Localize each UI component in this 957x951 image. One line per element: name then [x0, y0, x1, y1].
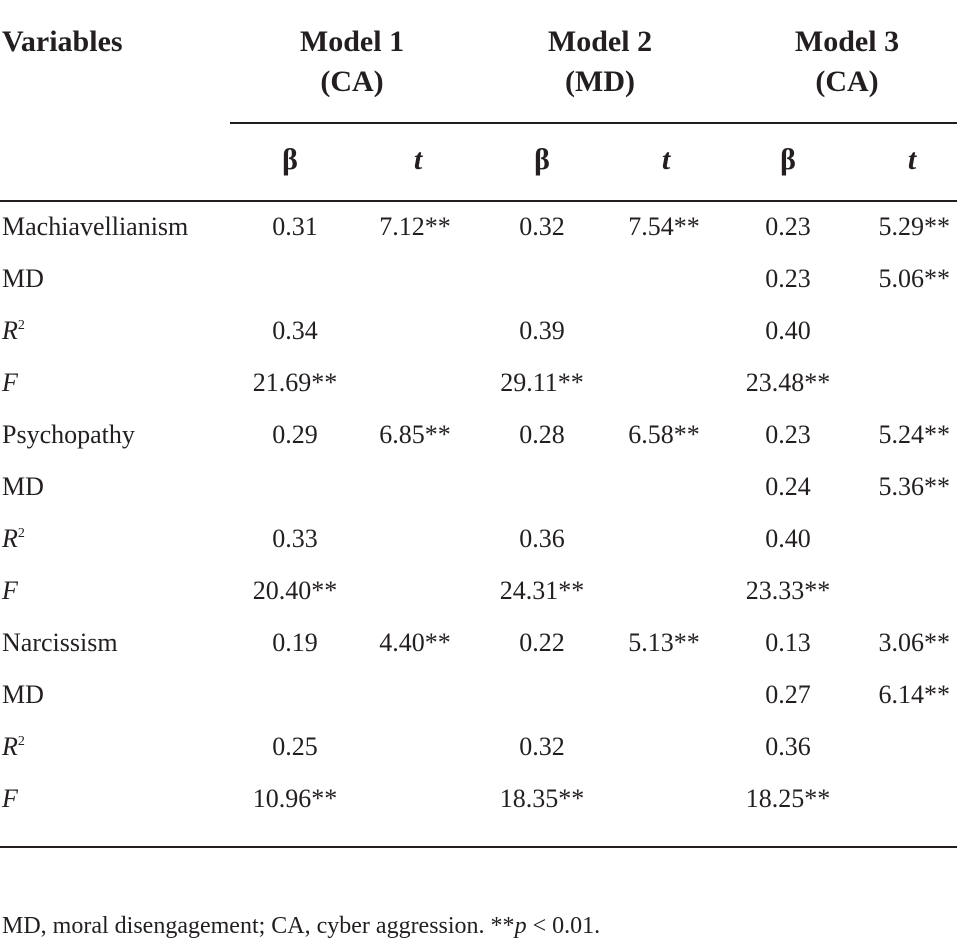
row-label [2, 669, 44, 721]
table-bottom-rule [0, 846, 957, 848]
row-label-text: R [2, 732, 18, 761]
cell-model-1-beta: 0.19 [272, 628, 318, 657]
row-label-text: F [2, 368, 18, 397]
subheader-m1-t: t [413, 143, 423, 176]
cell-model-3-beta: 23.48** [745, 368, 831, 397]
cell-model-2-beta: 18.35** [499, 784, 585, 813]
cell-model-3-t: 3.06** [878, 628, 950, 657]
header-variables: Variables [2, 25, 123, 58]
cell-model-1-beta: 0.31 [272, 212, 318, 241]
row-label-text: F [2, 784, 18, 813]
row-label-superscript: 2 [17, 526, 25, 541]
cell-model-1-beta: 0.34 [272, 316, 318, 345]
cell-model-3-beta: 0.23 [765, 420, 811, 449]
table-row [0, 565, 957, 617]
row-label [2, 357, 18, 409]
table-row [0, 513, 957, 565]
table-row [0, 305, 957, 357]
row-label [2, 617, 118, 669]
cell-model-2-beta: 0.32 [519, 732, 565, 761]
cell-model-3-beta: 0.40 [765, 524, 811, 553]
cell-model-2-beta: 0.36 [519, 524, 565, 553]
cell-model-2-beta: 0.39 [519, 316, 565, 345]
cell-model-1-beta: 20.40** [252, 576, 338, 605]
cell-model-3-beta: 0.13 [765, 628, 811, 657]
cell-model-3-beta: 0.24 [765, 472, 811, 501]
table-row [0, 201, 957, 253]
cell-model-3-beta: 0.23 [765, 212, 811, 241]
model-3-name: Model 3 [794, 25, 900, 58]
table-row [0, 773, 957, 825]
cell-model-3-t: 5.36** [878, 472, 950, 501]
cell-model-2-t: 6.58** [628, 420, 700, 449]
row-label-text: Machiavellianism [2, 212, 189, 241]
row-label-text: Narcissism [2, 628, 118, 657]
table-row [0, 409, 957, 461]
cell-model-3-beta: 0.40 [765, 316, 811, 345]
cell-model-3-beta: 18.25** [745, 784, 831, 813]
cell-model-3-beta: 0.27 [765, 680, 811, 709]
header-model-3 [722, 22, 957, 102]
row-label [2, 513, 25, 565]
cell-model-1-beta: 0.25 [272, 732, 318, 761]
row-label [2, 253, 44, 305]
table-row [0, 721, 957, 773]
row-label-text: R [2, 316, 18, 345]
cell-model-2-t: 7.54** [628, 212, 700, 241]
header-model-1 [227, 22, 477, 102]
cell-model-2-beta: 0.32 [519, 212, 565, 241]
cell-model-3-beta: 0.36 [765, 732, 811, 761]
table-row [0, 253, 957, 305]
cell-model-3-beta: 23.33** [745, 576, 831, 605]
model-1-outcome: (CA) [320, 65, 384, 98]
cell-model-3-t: 5.06** [878, 264, 950, 293]
cell-model-3-t: 5.29** [878, 212, 950, 241]
row-label-text: MD [2, 264, 44, 293]
row-label-superscript: 2 [17, 734, 25, 749]
row-label [2, 773, 18, 825]
footnote-tail: < 0.01. [526, 913, 601, 939]
cell-model-2-t: 5.13** [628, 628, 700, 657]
row-label-text: Psychopathy [2, 420, 135, 449]
table-row [0, 461, 957, 513]
row-label-text: MD [2, 680, 44, 709]
model-1-name: Model 1 [299, 25, 405, 58]
cell-model-1-beta: 10.96** [252, 784, 338, 813]
cell-model-1-t: 4.40** [379, 628, 451, 657]
subheader-m2-beta: β [534, 143, 550, 176]
cell-model-2-beta: 0.22 [519, 628, 565, 657]
cell-model-1-beta: 0.29 [272, 420, 318, 449]
row-label [2, 565, 18, 617]
cell-model-2-beta: 0.28 [519, 420, 565, 449]
row-label [2, 721, 25, 773]
row-label [2, 461, 44, 513]
cell-model-2-beta: 29.11** [500, 368, 584, 397]
row-label [2, 201, 188, 253]
table-footnote [2, 910, 600, 942]
row-label [2, 409, 135, 461]
row-label [2, 305, 25, 357]
footnote-p: p [514, 913, 527, 939]
header-model-rule [230, 122, 957, 124]
cell-model-1-beta: 21.69** [252, 368, 338, 397]
subheader-m3-beta: β [780, 143, 796, 176]
footnote-main: MD, moral disengagement; CA, cyber aggression. ** [2, 913, 515, 939]
cell-model-1-t: 6.85** [379, 420, 451, 449]
table-row [0, 357, 957, 409]
cell-model-1-beta: 0.33 [272, 524, 318, 553]
cell-model-3-beta: 0.23 [765, 264, 811, 293]
cell-model-3-t: 6.14** [878, 680, 950, 709]
subheader-m2-t: t [661, 143, 671, 176]
model-3-outcome: (CA) [815, 65, 879, 98]
cell-model-3-t: 5.24** [878, 420, 950, 449]
cell-model-2-beta: 24.31** [499, 576, 585, 605]
row-label-text: R [2, 524, 18, 553]
header-model-2 [475, 22, 725, 102]
row-label-superscript: 2 [17, 318, 25, 333]
table-row [0, 669, 957, 721]
row-label-text: F [2, 576, 18, 605]
subheader-m3-t: t [907, 143, 917, 176]
model-2-outcome: (MD) [565, 65, 635, 98]
row-label-text: MD [2, 472, 44, 501]
table-row [0, 617, 957, 669]
model-2-name: Model 2 [547, 25, 653, 58]
cell-model-1-t: 7.12** [379, 212, 451, 241]
subheader-m1-beta: β [282, 143, 298, 176]
